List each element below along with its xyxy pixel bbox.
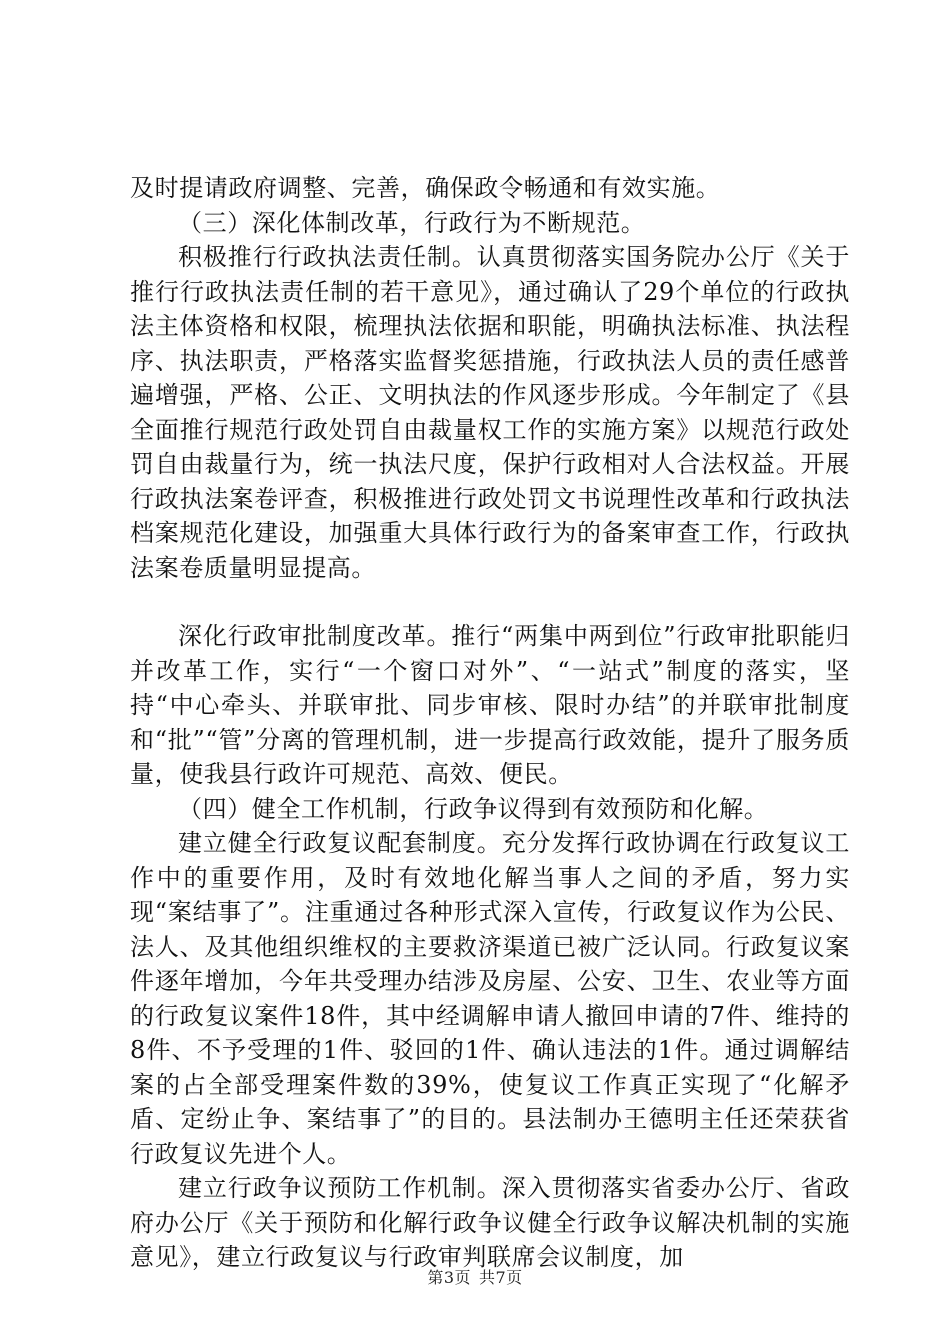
paragraph-gap	[130, 585, 850, 619]
paragraph-enforcement-responsibility: 积极推行行政执法责任制。认真贯彻落实国务院办公厅《关于推行行政执法责任制的若干意见》，通过确认了29个单位的行政执法主体资格和权限，梳理执法依据和职能，明确执法标准、执法程序、执法职责，严格落实监督奖惩措施，行政执法人员的责任感普遍增强，严格、公正、文明执法的作风逐步形成。今年制定了《县全面推行规范行政处罚自由裁量权工作的实施方案》以规范行政处罚自由裁量行为，统一执法尺度，保护行政相对人合法权益。开展行政执法案卷评查，积极推进行政处罚文书说理性改革和行政执法档案规范化建设，加强重大具体行政行为的备案审查工作，行政执法案卷质量明显提高。	[130, 243, 850, 582]
paragraph-reconsideration-system: 建立健全行政复议配套制度。充分发挥行政协调在行政复议工作中的重要作用，及时有效地化解当事人之间的矛盾，努力实现“案结事了”。注重通过各种形式深入宣传，行政复议作为公民、法人、及其他组织维权的主要救济渠道已被广泛认同。行政复议案件逐年增加，今年共受理办结涉及房屋、公安、卫生、农业等方面的行政复议案件18件，其中经调解申请人撤回申请的7件、维持的8件、不予受理的1件、驳回的1件、确认违法的1件。通过调解结案的占全部受理案件数的39%，使复议工作真正实现了“化解矛盾、定纷止争、案结事了”的目的。县法制办王德明主任还荣获省行政复议先进个人。	[130, 829, 850, 1168]
section-heading-3: （三）深化体制改革，行政行为不断规范。	[178, 208, 646, 237]
paragraph-approval-reform: 深化行政审批制度改革。推行“两集中两到位”行政审批职能归并改革工作，实行“一个窗口对外”、“一站式”制度的落实，坚持“中心牵头、并联审批、同步审核、限时办结”的并联审批制度和“批”“管”分离的管理机制，进一步提高行政效能，提升了服务质量，使我县行政许可规范、高效、便民。	[130, 622, 850, 788]
page-number: 第3页	[427, 1268, 471, 1287]
section-heading-4: （四）健全工作机制，行政争议得到有效预防和化解。	[178, 794, 769, 823]
paragraph-continuation: 及时提请政府调整、完善，确保政令畅通和有效实施。	[130, 174, 721, 202]
document-body	[130, 171, 850, 1275]
paragraph-dispute-prevention: 建立行政争议预防工作机制。深入贯彻落实省委办公厅、省政府办公厅《关于预防和化解行政争议健全行政争议解决机制的实施意见》，建立行政复议与行政审判联席会议制度，加	[130, 1174, 850, 1271]
page-footer	[0, 1265, 950, 1288]
page-total: 共7页	[479, 1268, 523, 1287]
